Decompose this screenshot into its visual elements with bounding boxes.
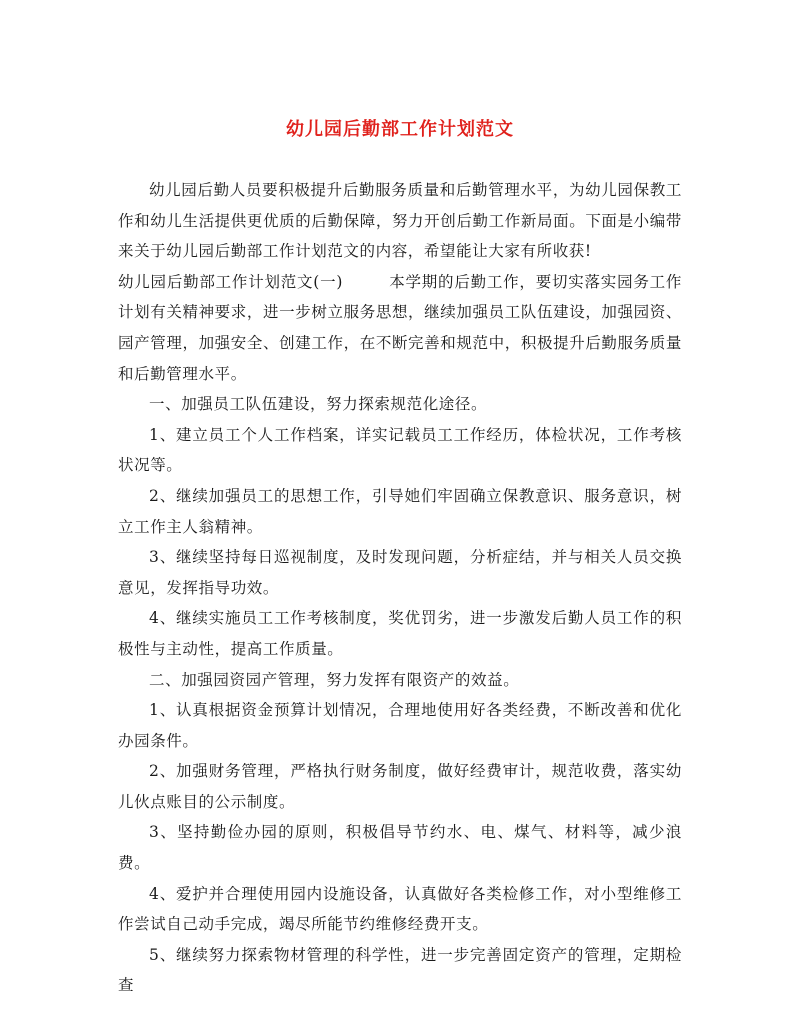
paragraph-7: 1、认真根据资金预算计划情况，合理地使用好各类经费，不断改善和优化办园条件。: [118, 701, 682, 750]
document-title: 幼儿园后勤部工作计划范文: [286, 119, 514, 140]
paragraph-2: 1、建立员工个人工作档案，详实记载员工工作经历，体检状况，工作考核状况等。: [118, 425, 682, 475]
paragraph-11: 5、继续努力探索物材管理的科学性，进一步完善固定资产的管理，定期检查: [118, 945, 682, 995]
document-body: [118, 175, 682, 1001]
section-lead: 本学期的后勤工作，要切实落实园务工作计划有关精神要求，进一步树立服务思想，继续加强员工队伍建设，加强园资、园产管理，加强安全、创建工作，在不断完善和规范中，积极提升后勤服务质量和后勤管理水平。: [118, 272, 682, 383]
paragraph-1: 一、加强员工队伍建设，努力探索规范化途径。: [149, 395, 488, 414]
section-heading: 幼儿园后勤部工作计划范文(一): [118, 272, 344, 291]
paragraph-9: 3、坚持勤俭办园的原则，积极倡导节约水、电、煤气、材料等，减少浪费。: [118, 823, 682, 873]
paragraph-8: 2、加强财务管理，严格执行财务制度，做好经费审计，规范收费，落实幼儿伙点账目的公示制度。: [118, 762, 682, 811]
paragraph-4: 3、继续坚持每日巡视制度，及时发现问题，分析症结，并与相关人员交换意见，发挥指导功效。: [118, 548, 682, 597]
paragraph-3: 2、继续加强员工的思想工作，引导她们牢固确立保教意识、服务意识，树立工作主人翁精神。: [118, 486, 682, 536]
paragraph-5: 4、继续实施员工工作考核制度，奖优罚劣，进一步激发后勤人员工作的积极性与主动性，提高工作质量。: [118, 609, 682, 658]
paragraph-10: 4、爱护并合理使用园内设施设备，认真做好各类检修工作，对小型维修工作尝试自己动手完成，竭尽所能节约维修经费开支。: [118, 884, 682, 934]
section-lead-paragraph: [118, 267, 682, 389]
intro-paragraph: 幼儿园后勤人员要积极提升后勤服务质量和后勤管理水平，为幼儿园保教工作和幼儿生活提供更优质的后勤保障，努力开创后勤工作新局面。下面是小编带来关于幼儿园后勤部工作计划范文的内容，希望能让大家有所收获!: [118, 181, 682, 261]
paragraph-6: 二、加强园资园产管理，努力发挥有限资产的效益。: [149, 670, 520, 689]
